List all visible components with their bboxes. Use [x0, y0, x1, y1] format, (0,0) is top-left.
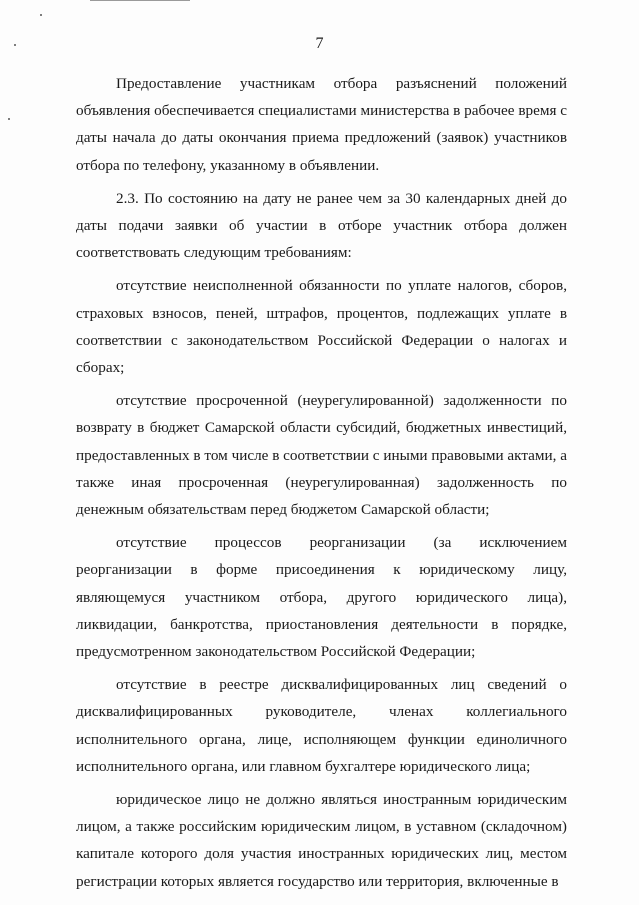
paragraph-no-disqualified-persons: отсутствие в реестре дисквалифицированных лиц сведений о дисквалифицированных руководителе, членах коллегиального исполнительного органа, лице, исполняющем функции единоличного исполнительного органа, или главном бухгалтере юридического лица;	[76, 676, 567, 775]
paragraph-no-overdue-debt: отсутствие просроченной (неурегулированной) задолженности по возврату в бюджет Самарской области субсидий, бюджетных инвестиций, предоставленных в том числе в соответствии с иными правовыми актами, а также иная просроченная (неурегулированная) задолженность по денежным обязательствам перед бюджетом Самарской области;	[76, 392, 567, 519]
scan-speck	[8, 118, 10, 120]
scan-edge-line	[90, 0, 190, 1]
paragraph-not-foreign-entity: юридическое лицо не должно являться иностранным юридическим лицом, а также российским юридическим лицом, в уставном (складочном) капитале которого доля участия иностранных юридических лиц, местом регистрации которых является государство или территория, включенные в	[76, 791, 567, 890]
document-body	[76, 70, 567, 895]
paragraph-2-3-requirements: 2.3. По состоянию на дату не ранее чем за 30 календарных дней до даты подачи заявки об участии в отборе участник отбора должен соответствовать следующим требованиям:	[76, 189, 567, 262]
scan-speck	[40, 14, 42, 16]
paragraph-no-reorganization: отсутствие процессов реорганизации (за исключением реорганизации в форме присоединения к юридическому лицу, являющемуся участником отбора, другого юридического лица), ликвидации, банкротства, приостановления деятельности в порядке, предусмотренном законодательством Российской Федерации;	[76, 534, 567, 661]
paragraph-no-tax-debt: отсутствие неисполненной обязанности по уплате налогов, сборов, страховых взносов, пеней, штрафов, процентов, подлежащих уплате в соответствии с законодательством Российской Федерации о налогах и сборах;	[76, 277, 567, 377]
page-number: 7	[315, 35, 324, 52]
paragraph-consultation: Предоставление участникам отбора разъяснений положений объявления обеспечивается специалистами министерства в рабочее время с даты начала до даты окончания приема предложений (заявок) участников отбора по телефону, указанному в объявлении.	[76, 75, 567, 174]
